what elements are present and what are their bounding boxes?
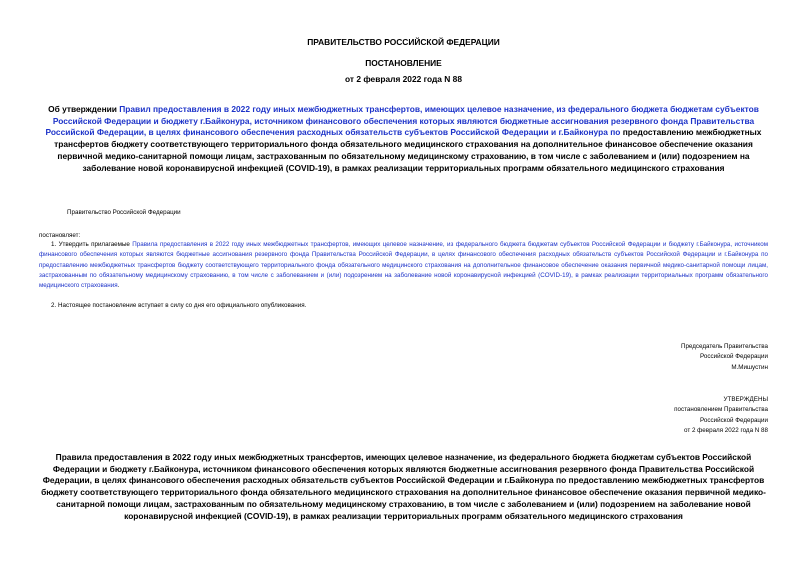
approval-label: УТВЕРЖДЕНЫ xyxy=(723,396,768,403)
document-kind: ПОСТАНОВЛЕНИЕ xyxy=(365,58,442,68)
signature-country: Российской Федерации xyxy=(700,353,768,361)
document-title xyxy=(38,104,769,174)
paragraph-1-suffix: . xyxy=(117,282,120,290)
rules-title: Правила предоставления в 2022 году иных межбюджетных трансфертов, имеющих целевое назначение, из федерального бюджета бюджетам субъектов Российской Федерации и бюджету г.Байконура, источником финансового обеспечения которых являются бюджетные ассигнования резервного фонда Правительства Российской Федерации, в целях финансового обеспечения расходных обязательств субъектов Российской Федерации и г.Байконура по предоставлению межбюджетных трансфертов бюджету соответствующего территориального фонда обязательного медицинского страхования на дополнительное финансовое обеспечение оказания первичной медико-санитарной помощи лицам, застрахованным по обязательному медицинскому страхованию, в том числе с заболеванием и (или) подозрением на заболевание новой коронавирусной инфекцией (COVID-19), в рамках реализации территориальных программ обязательного медицинского страхования xyxy=(41,452,766,521)
signature-block xyxy=(540,342,768,373)
paragraph-1-prefix: 1. Утвердить прилагаемые xyxy=(51,241,133,248)
paragraph-1 xyxy=(39,240,768,291)
document-date: от 2 февраля 2022 года N 88 xyxy=(345,74,462,84)
signature-position: Председатель Правительства xyxy=(680,343,768,350)
signature-name: М.Мишустин xyxy=(731,363,768,371)
paragraph-1-rules-link[interactable]: Правила предоставления в 2022 году иных межбюджетных трансфертов, имеющих целевое назначение, из федерального бюджета бюджетам субъектов Российской Федерации и бюджету г.Байконура, источником финансового обеспечения которых являются бюджетные ассигнования резервного фонда Правительства Российской Федерации, в целях финансового обеспечения расходных обязательств субъектов Российской Федерации и г.Байконура по предоставлению межбюджетных трансфертов бюджету соответствующего территориального фонда обязательного медицинского страхования на дополнительное финансовое обеспечение оказания первичной медико-санитарной помощи лицам, застрахованным по обязательному медицинскому страхованию, в том числе с заболеванием и (или) подозрением на заболевание новой коронавирусной инфекцией (COVID-19), в рамках реализации территориальных программ обязательного медицинского страхования xyxy=(39,241,769,290)
approval-block xyxy=(540,395,768,436)
government-heading: ПРАВИТЕЛЬСТВО РОССИЙСКОЙ ФЕДЕРАЦИИ xyxy=(307,37,500,47)
paragraph-2: 2. Настоящее постановление вступает в силу со дня его официального опубликования. xyxy=(51,302,307,309)
title-rest: предоставлению межбюджетных трансфертов бюджету соответствующего территориального фонда обязательного медицинского страхования на дополнительное финансовое обеспечение оказания первичной медико-санитарной помощи лицам, застрахованным по обязательному медицинскому страхованию, в том числе с заболеванием и (или) подозрением на заболевание новой коронавирусной инфекцией (COVID-19), в рамках реализации территориальных программ обязательного медицинского страхования xyxy=(54,127,762,173)
decides-text: постановляет: xyxy=(39,232,81,239)
issuer-text: Правительство Российской Федерации xyxy=(67,209,181,216)
title-prefix: Об утверждении xyxy=(48,104,120,114)
approval-date: от 2 февраля 2022 года N 88 xyxy=(684,426,768,434)
approval-country: Российской Федерации xyxy=(700,416,768,424)
title-rules-link[interactable]: Правил предоставления в 2022 году иных межбюджетных трансфертов, имеющих целевое назначение, из федерального бюджета бюджетам субъектов Российской Федерации и бюджету г.Байконура, источником финансового обеспечения которых являются бюджетные ассигнования резервного фонда Правительства Российской Федерации, в целях финансового обеспечения расходных обязательств субъектов Российской Федерации и г.Байконура по xyxy=(45,104,759,138)
approval-by: постановлением Правительства xyxy=(674,406,768,414)
